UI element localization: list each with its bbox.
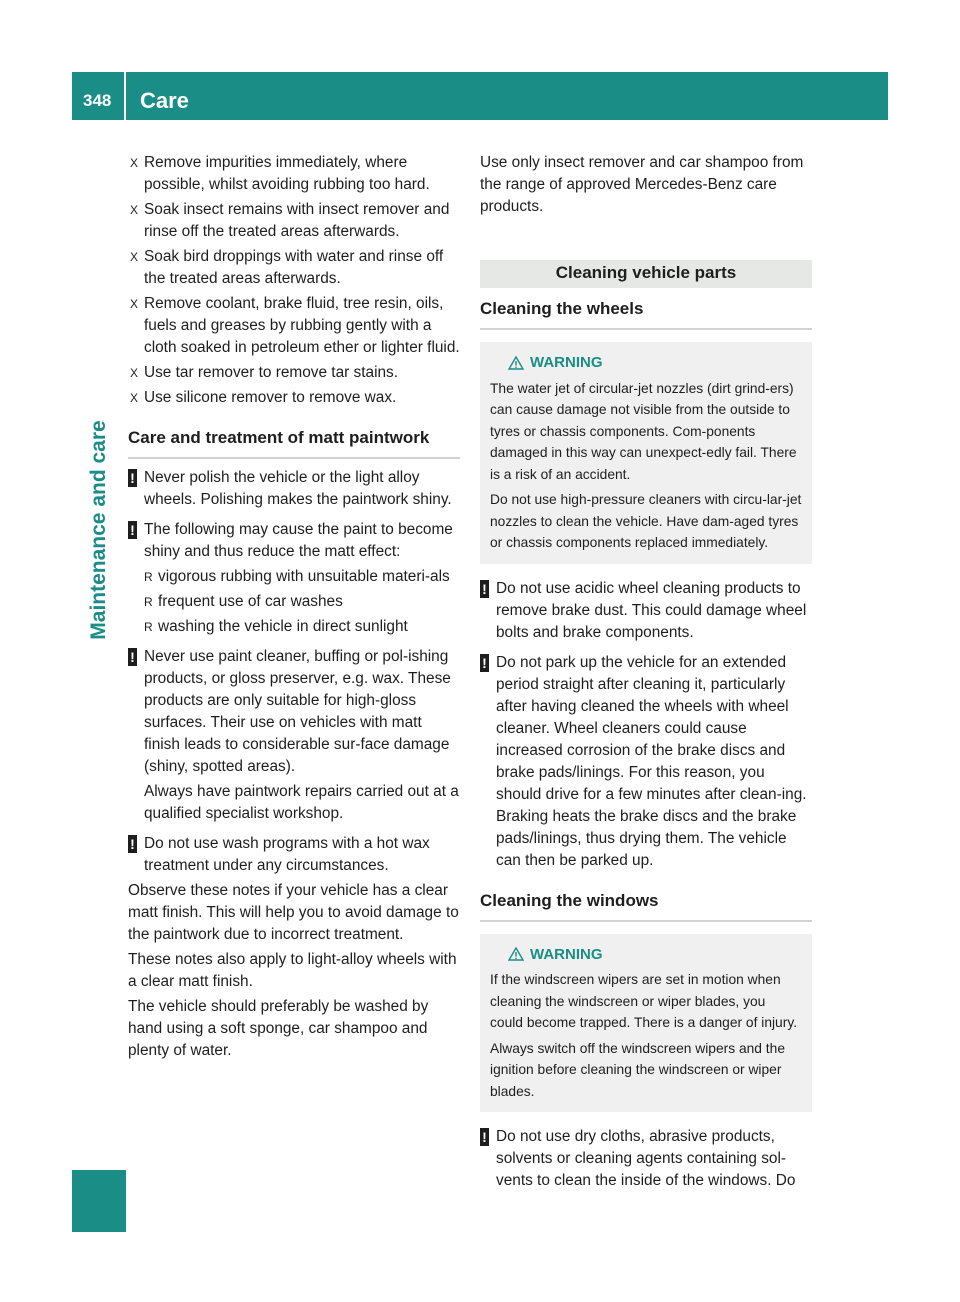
page-title: Care [140, 88, 189, 113]
note-text: Do not use dry cloths, abrasive products, solvents or cleaning agents containing sol-vents to clean the inside of the windows. Do [496, 1128, 796, 1189]
step-arrow-icon: X [130, 203, 139, 217]
step-item [128, 152, 460, 196]
exclamation-icon: ! [128, 469, 137, 487]
note-text: Do not use wash programs with a hot wax treatment under any circumstances. [144, 835, 430, 874]
note-text: Do not park up the vehicle for an extended period straight after cleaning it, particularly after having cleaned the wheels with wheel cleaner. Wheel cleaners could cause increased corrosion of the brake discs and brake pads/linings. For this reason, you should drive for a few minutes after clean-ing. Braking heats the brake discs and the brake pads/linings, thus drying them. The vehicle can then be parked up. [496, 653, 807, 869]
paragraph: Observe these notes if your vehicle has a clear matt finish. This will help you to avoid damage to the paintwork due to incorrect treatment. [128, 882, 459, 943]
step-item [128, 293, 460, 359]
note-text: Do not use acidic wheel cleaning products to remove brake dust. This could damage wheel bolts and brake components. [496, 579, 807, 641]
exclamation-icon: ! [128, 648, 137, 666]
bullet-icon: R [144, 620, 153, 634]
step-text: Soak bird droppings with water and rinse off the treated areas afterwards. [144, 248, 444, 287]
paragraph: These notes also apply to light-alloy wheels with a clear matt finish. [128, 951, 457, 990]
step-text: Remove coolant, brake fluid, tree resin, oils, fuels and greases by rubbing gently with a cloth soaked in petroleum ether or lighter fluid. [144, 295, 460, 356]
heading-cleaning-windows: Cleaning the windows [480, 890, 812, 922]
exclamation-icon: ! [128, 521, 137, 539]
note-item [480, 652, 812, 872]
warning-triangle-icon [508, 356, 524, 370]
note-text: Never polish the vehicle or the light alloy wheels. Polishing makes the paintwork shiny. [144, 469, 452, 508]
header-bar [72, 72, 888, 120]
exclamation-icon: ! [480, 1128, 489, 1146]
paragraph: Use only insect remover and car shampoo from the range of approved Mercedes-Benz care products. [480, 154, 804, 215]
warning-header [490, 944, 802, 966]
step-arrow-icon: X [130, 250, 139, 264]
side-tab [72, 120, 126, 1232]
step-arrow-icon: X [130, 156, 139, 170]
section-heading-box: Cleaning vehicle parts [480, 260, 812, 288]
step-text: Use tar remover to remove tar stains. [144, 364, 399, 381]
step-item [128, 246, 460, 290]
step-text: Use silicone remover to remove wax. [144, 389, 397, 406]
note-text: Never use paint cleaner, buffing or pol-ishing products, or gloss preserver, e.g. wax. These products are only suitable for high-gloss surfaces. Their use on vehicles with matt finish leads to considerable sur-face damage (shiny, spotted areas). [144, 648, 451, 775]
step-item [128, 199, 460, 243]
bullet-text: frequent use of car washes [158, 593, 343, 610]
page-number: 348 [83, 91, 112, 110]
side-tab-block [72, 1170, 126, 1232]
warning-box [480, 342, 812, 564]
note-item [128, 519, 460, 563]
header-divider [124, 72, 126, 120]
note-continuation: Always have paintwork repairs carried out at a qualified specialist workshop. [144, 783, 459, 822]
bullet-item [128, 616, 460, 638]
note-item [128, 646, 460, 778]
bullet-icon: R [144, 570, 153, 584]
bullet-text: vigorous rubbing with unsuitable materi-als [158, 568, 450, 585]
note-item [480, 578, 812, 644]
bullet-item [128, 591, 460, 613]
exclamation-icon: ! [480, 654, 489, 672]
warning-text: The water jet of circular-jet nozzles (dirt grind-ers) can cause damage not visible from the outside to tyres or chassis components. Com-ponents damaged in this way can unexpect-edly fail. There is a risk of an accident. [490, 380, 797, 482]
step-item [128, 387, 460, 409]
warning-label: WARNING [530, 945, 603, 963]
note-text: The following may cause the paint to become shiny and thus reduce the matt effect: [144, 521, 453, 560]
exclamation-icon: ! [480, 580, 489, 598]
warning-header [490, 352, 802, 374]
bullet-text: washing the vehicle in direct sunlight [158, 618, 408, 635]
step-text: Remove impurities immediately, where possible, whilst avoiding rubbing too hard. [144, 154, 430, 193]
step-arrow-icon: X [130, 366, 139, 380]
left-column [128, 152, 460, 1065]
bullet-icon: R [144, 595, 153, 609]
heading-cleaning-wheels: Cleaning the wheels [480, 298, 812, 330]
note-item [128, 833, 460, 877]
step-item [128, 362, 460, 384]
paragraph: The vehicle should preferably be washed by hand using a soft sponge, car shampoo and plenty of water. [128, 998, 429, 1059]
right-column [480, 152, 812, 1195]
warning-text: Do not use high-pressure cleaners with circu-lar-jet nozzles to clean the vehicle. Have dam-aged tyres or chassis components replaced immediately. [490, 492, 802, 550]
exclamation-icon: ! [128, 835, 137, 853]
warning-triangle-icon [508, 947, 524, 961]
heading-matt-paintwork: Care and treatment of matt paintwork [128, 427, 460, 459]
bullet-item [128, 566, 460, 588]
note-item [480, 1126, 812, 1192]
warning-text: If the windscreen wipers are set in motion when cleaning the windscreen or wiper blades, you could become trapped. There is a danger of injury. [490, 972, 798, 1030]
warning-box [480, 934, 812, 1113]
warning-label: WARNING [530, 354, 603, 371]
step-arrow-icon: X [130, 391, 139, 405]
step-arrow-icon: X [130, 297, 139, 311]
warning-text: Always switch off the windscreen wipers and the ignition before cleaning the windscreen or wiper blades. [490, 1040, 785, 1099]
step-text: Soak insect remains with insect remover and rinse off the treated areas afterwards. [144, 201, 450, 240]
section-tab-label: Maintenance and care [87, 420, 110, 640]
note-item [128, 467, 460, 511]
